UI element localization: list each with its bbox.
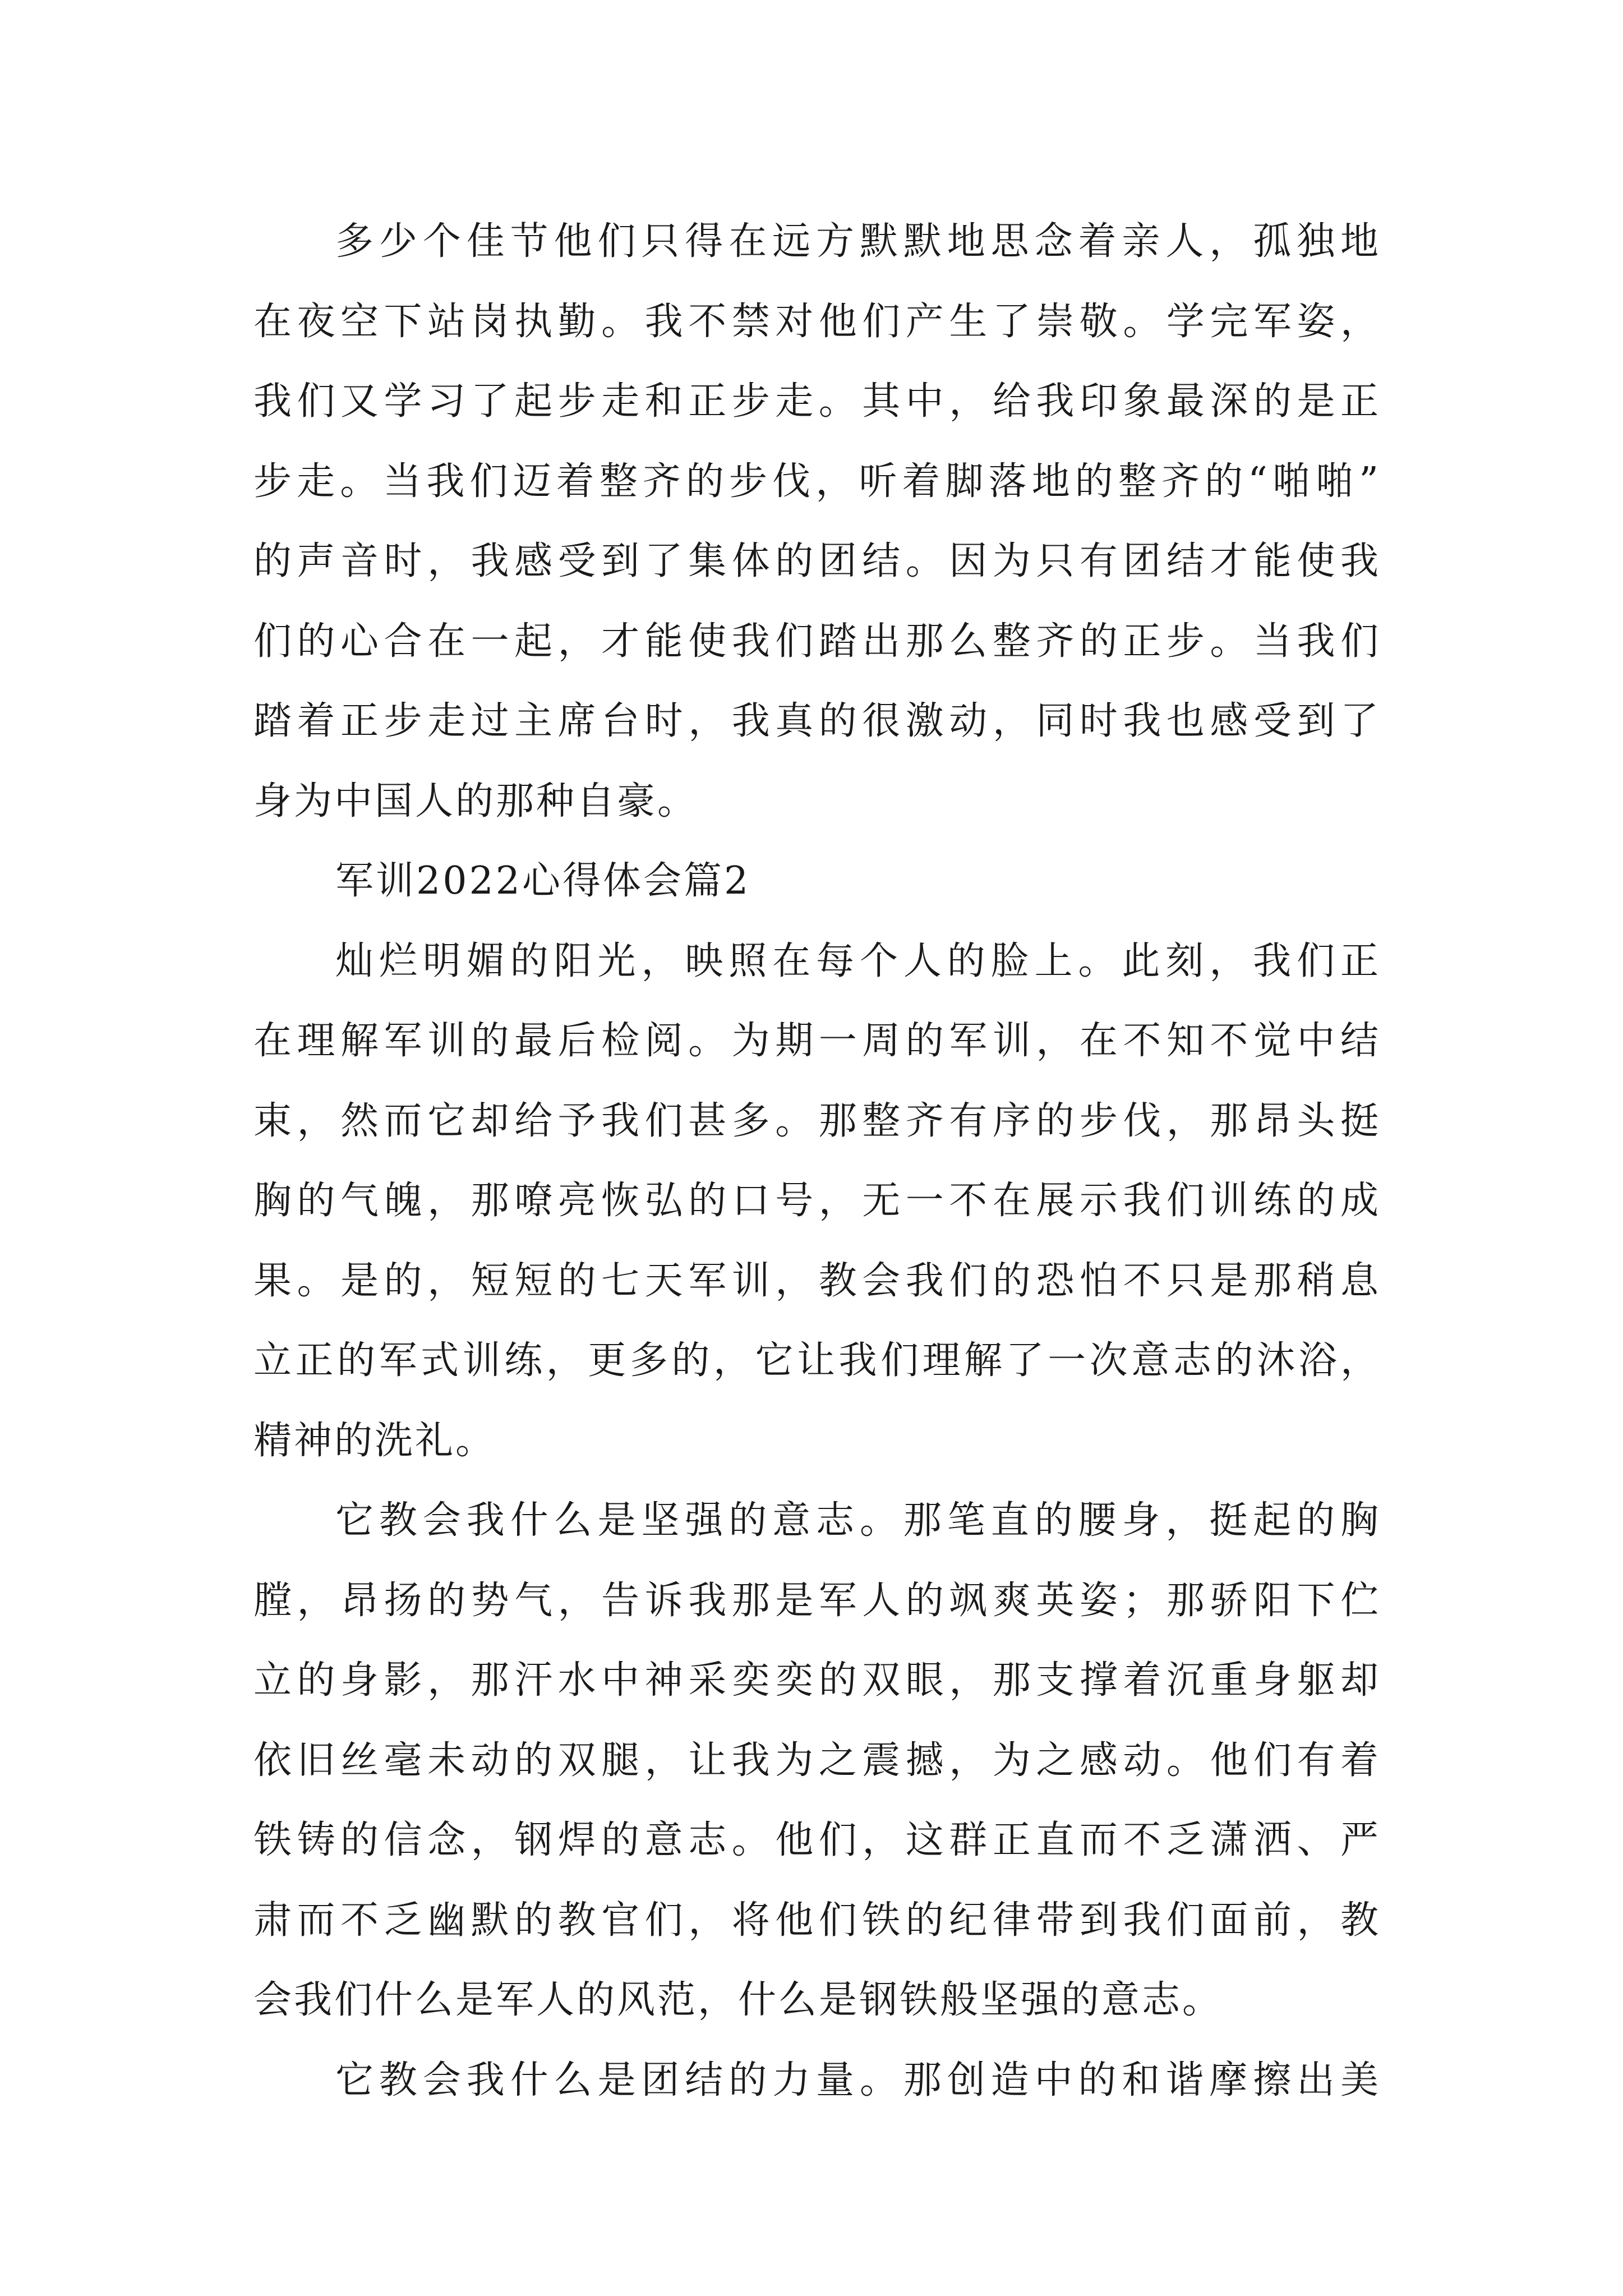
text-line: 多少个佳节他们只得在远方默默地思念着亲人，孤独地 xyxy=(335,219,1381,264)
text-line: 会我们什么是军人的风范，什么是钢铁般坚强的意志。 xyxy=(253,1978,1223,2022)
text-line: 步走。当我们迈着整齐的步伐，听着脚落地的整齐的“啪啪” xyxy=(253,459,1381,504)
text-line: 它教会我什么是团结的力量。那创造中的和谐摩擦出美 xyxy=(335,2058,1381,2102)
text-line: 踏着正步走过主席台时，我真的很激动，同时我也感受到了 xyxy=(253,699,1381,743)
text-line: 依旧丝毫未动的双腿，让我为之震撼，为之感动。他们有着 xyxy=(253,1738,1381,1783)
text-line: 在理解军训的最后检阅。为期一周的军训，在不知不觉中结 xyxy=(253,1019,1381,1063)
text-line: 肃而不乏幽默的教官们，将他们铁的纪律带到我们面前，教 xyxy=(253,1898,1381,1943)
text-line: 果。是的，短短的七天军训，教会我们的恐怕不只是那稍息 xyxy=(253,1258,1381,1303)
text-line: 膛，昂扬的势气，告诉我那是军人的飒爽英姿；那骄阳下伫 xyxy=(253,1578,1381,1623)
text-line: 我们又学习了起步走和正步走。其中，给我印象最深的是正 xyxy=(253,379,1381,424)
text-line: 立的身影，那汗水中神采奕奕的双眼，那支撑着沉重身躯却 xyxy=(253,1658,1381,1703)
text-line: 铁铸的信念，钢焊的意志。他们，这群正直而不乏潇洒、严 xyxy=(253,1818,1381,1862)
text-line: 身为中国人的那种自豪。 xyxy=(253,779,698,823)
text-line: 军训2022心得体会篇2 xyxy=(335,859,751,903)
text-line: 它教会我什么是坚强的意志。那笔直的腰身，挺起的胸 xyxy=(335,1498,1381,1543)
text-line: 立正的军式训练，更多的，它让我们理解了一次意志的沐浴， xyxy=(253,1338,1381,1383)
text-line: 灿烂明媚的阳光，映照在每个人的脸上。此刻，我们正 xyxy=(335,938,1381,983)
text-line: 的声音时，我感受到了集体的团结。因为只有团结才能使我 xyxy=(253,539,1381,583)
text-line: 精神的洗礼。 xyxy=(253,1418,496,1463)
text-line: 在夜空下站岗执勤。我不禁对他们产生了崇敬。学完军姿， xyxy=(253,299,1381,344)
text-line: 们的心合在一起，才能使我们踏出那么整齐的正步。当我们 xyxy=(253,619,1381,664)
body-text xyxy=(253,202,1381,2120)
text-line: 束，然而它却给予我们甚多。那整齐有序的步伐，那昂头挺 xyxy=(253,1098,1381,1143)
text-line: 胸的气魄，那嘹亮恢弘的口号，无一不在展示我们训练的成 xyxy=(253,1179,1381,1223)
